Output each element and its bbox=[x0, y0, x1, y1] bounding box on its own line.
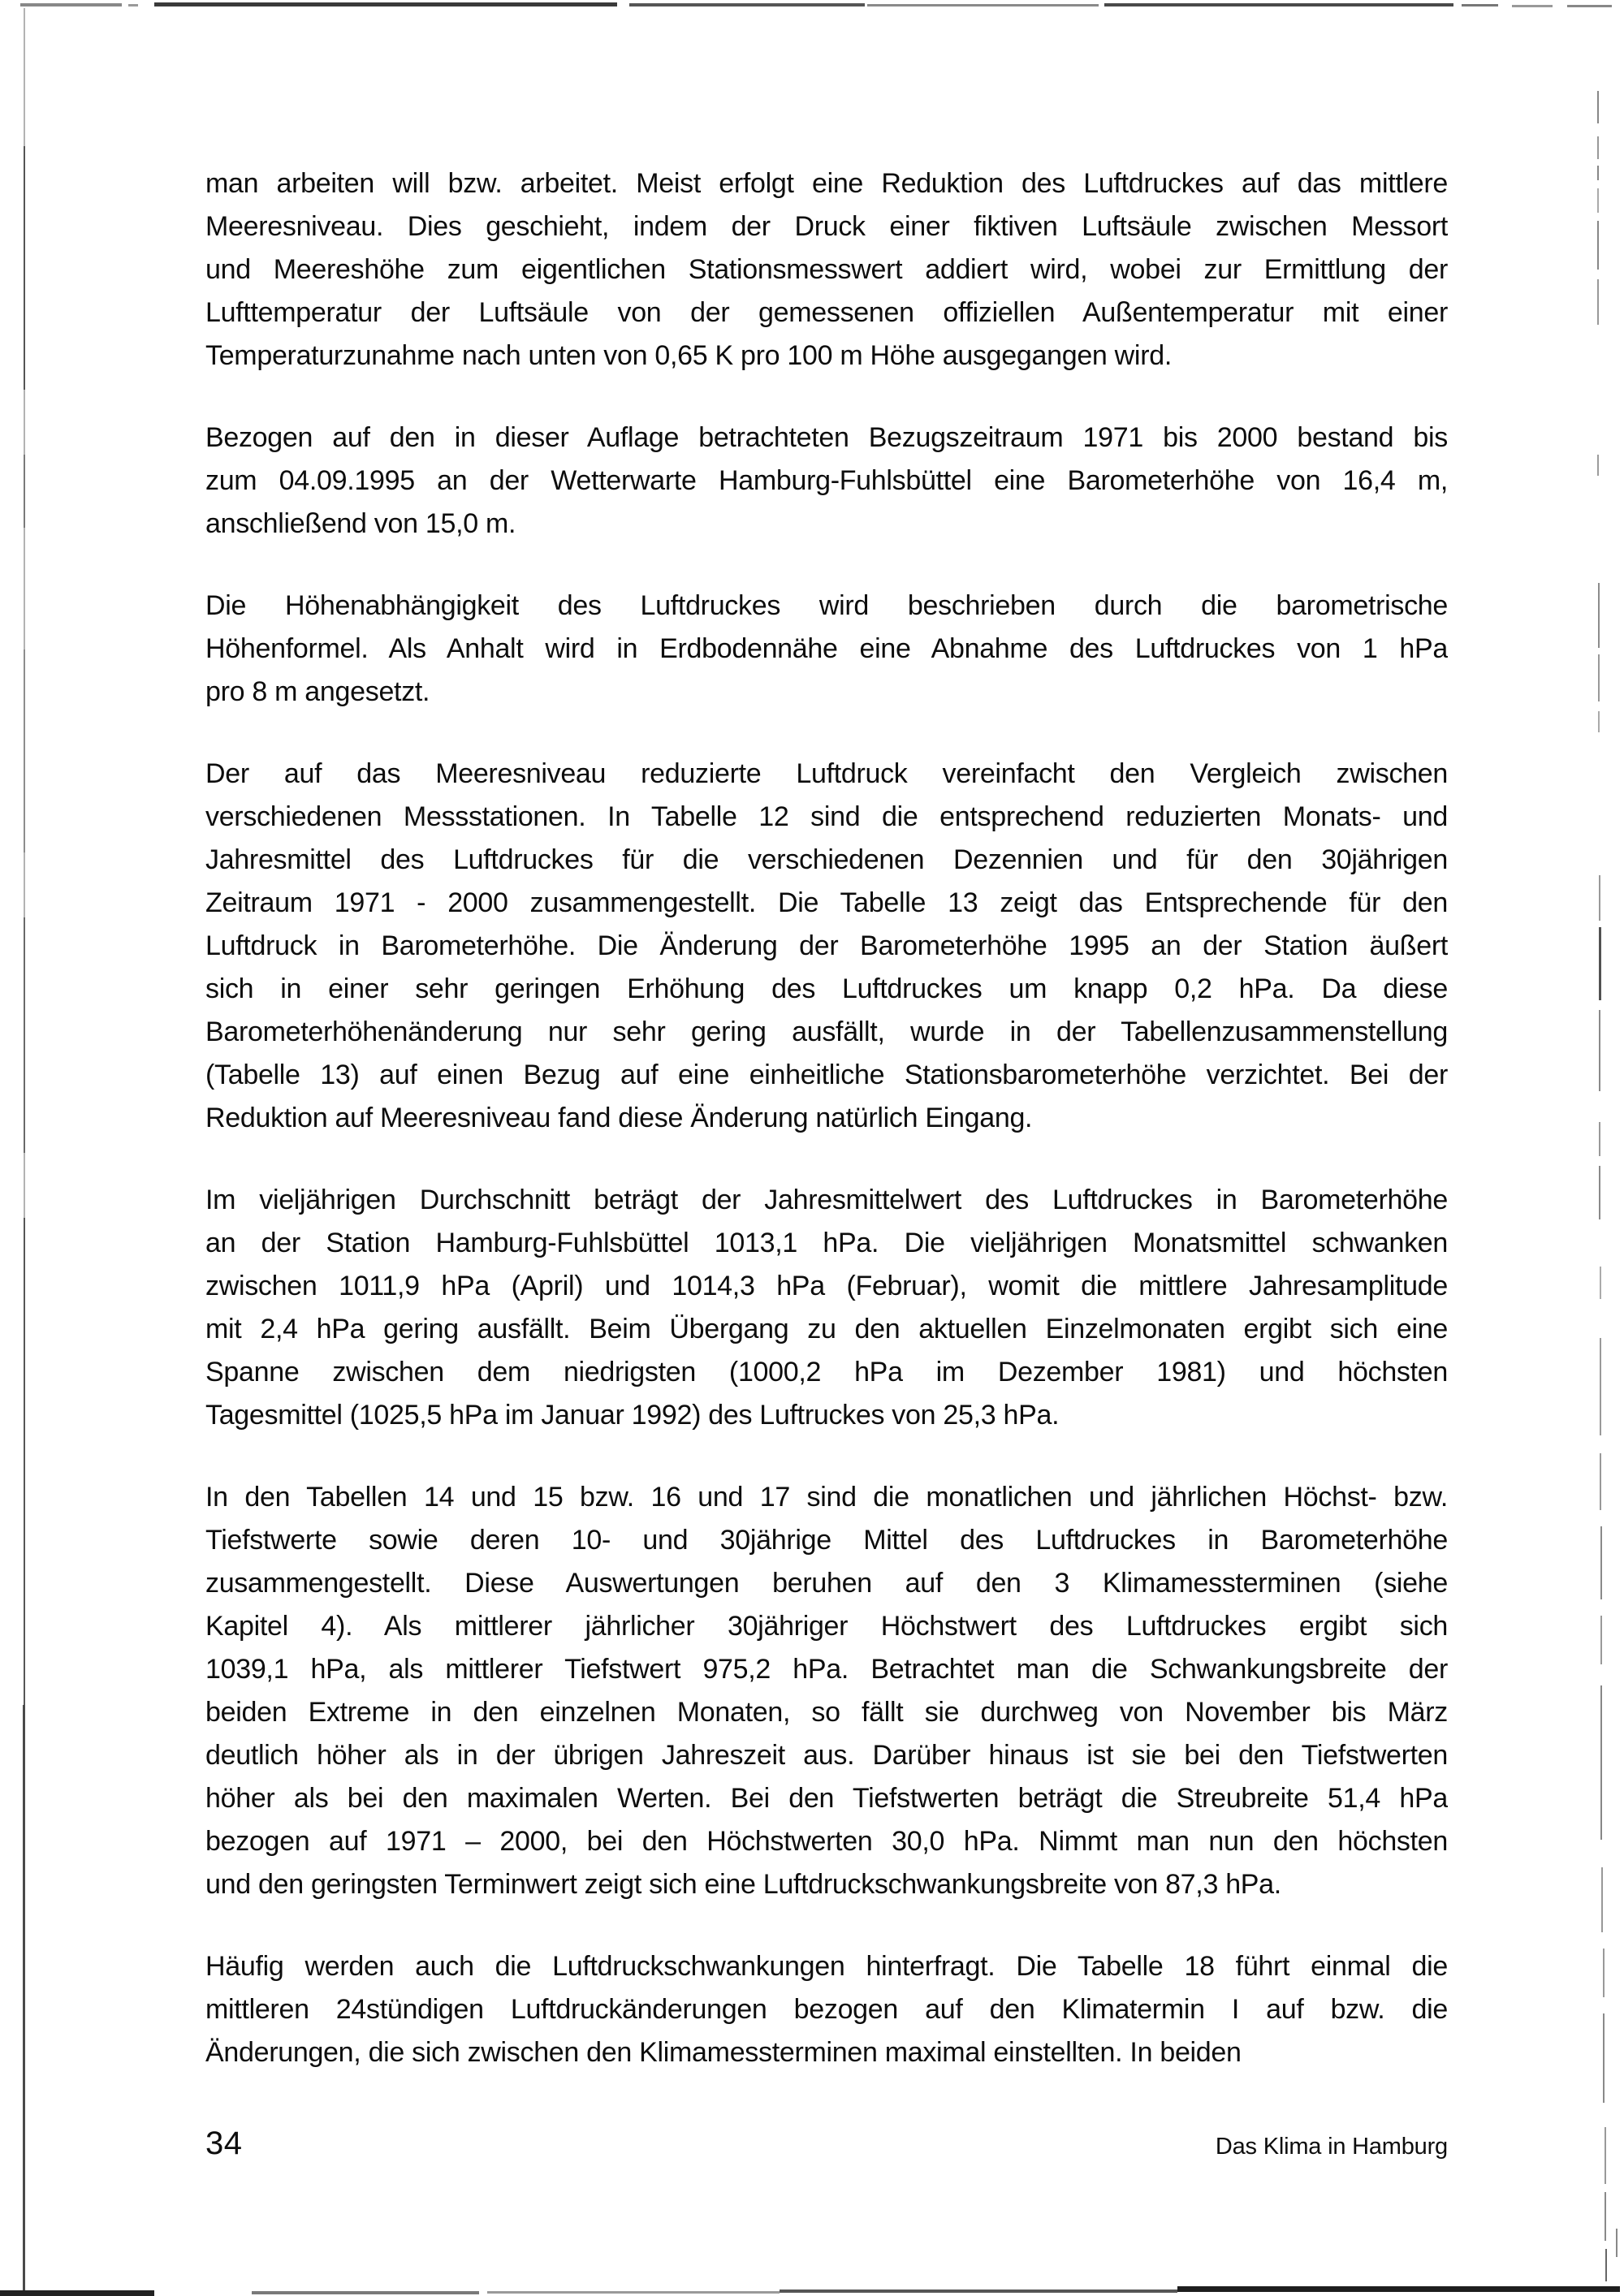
paragraph bbox=[205, 416, 1448, 546]
text-line: und Meereshöhe zum eigentlichen Stationsmesswert addiert wird, wobei zur Ermittlung der bbox=[205, 254, 1448, 285]
text-line: mittleren 24stündigen Luftdruckänderungen bezogen auf den Klimatermin I auf bzw. die bbox=[205, 1994, 1448, 2025]
text-line: höher als bei den maximalen Werten. Bei den Tiefstwerten beträgt die Streubreite 51,4 hPa bbox=[205, 1783, 1448, 1814]
text-line: verschiedenen Messstationen. In Tabelle 12 sind die entsprechend reduzierten Monats- und bbox=[205, 801, 1448, 832]
text-line: Lufttemperatur der Luftsäule von der gemessenen offiziellen Außentemperatur mit einer bbox=[205, 297, 1448, 328]
paragraph bbox=[205, 1945, 1448, 2074]
text-line: Zeitraum 1971 - 2000 zusammengestellt. Die Tabelle 13 zeigt das Entsprechende für den bbox=[205, 887, 1448, 918]
text-line: zwischen 1011,9 hPa (April) und 1014,3 hPa (Februar), womit die mittlere Jahresamplitude bbox=[205, 1271, 1448, 1301]
text-line: Der auf das Meeresniveau reduzierte Luftdruck vereinfacht den Vergleich zwischen bbox=[205, 758, 1448, 789]
text-line: Höhenformel. Als Anhalt wird in Erdbodennähe eine Abnahme des Luftdruckes von 1 hPa bbox=[205, 633, 1448, 664]
paragraph bbox=[205, 585, 1448, 714]
text-line: Bezogen auf den in dieser Auflage betrachteten Bezugszeitraum 1971 bis 2000 bestand bis bbox=[205, 422, 1448, 453]
text-line: Kapitel 4). Als mittlerer jährlicher 30jähriger Höchstwert des Luftdruckes ergibt sich bbox=[205, 1611, 1448, 1642]
text-line: zusammengestellt. Diese Auswertungen beruhen auf den 3 Klimamessterminen (siehe bbox=[205, 1568, 1448, 1599]
page-number: 34 bbox=[205, 2126, 243, 2161]
text-line: Spanne zwischen dem niedrigsten (1000,2 hPa im Dezember 1981) und höchsten bbox=[205, 1357, 1448, 1388]
text-line: sich in einer sehr geringen Erhöhung des Luftdruckes um knapp 0,2 hPa. Da diese bbox=[205, 973, 1448, 1004]
text-line: bezogen auf 1971 – 2000, bei den Höchstwerten 30,0 hPa. Nimmt man nun den höchsten bbox=[205, 1826, 1448, 1857]
text-line: anschließend von 15,0 m. bbox=[205, 508, 516, 539]
paragraph bbox=[205, 1179, 1448, 1437]
text-line: und den geringsten Terminwert zeigt sich eine Luftdruckschwankungsbreite von 87,3 hPa. bbox=[205, 1869, 1281, 1900]
paragraph bbox=[205, 162, 1448, 378]
text-line: Die Höhenabhängigkeit des Luftdruckes wird beschrieben durch die barometrische bbox=[205, 590, 1448, 621]
text-line: Reduktion auf Meeresniveau fand diese Änderung natürlich Eingang. bbox=[205, 1103, 1033, 1133]
text-line: In den Tabellen 14 und 15 bzw. 16 und 17 sind die monatlichen und jährlichen Höchst- bzw. bbox=[205, 1482, 1448, 1513]
text-line: Änderungen, die sich zwischen den Klimamessterminen maximal einstellten. In beiden bbox=[205, 2037, 1242, 2068]
text-line: man arbeiten will bzw. arbeitet. Meist erfolgt eine Reduktion des Luftdruckes auf das mittlere bbox=[205, 168, 1448, 199]
text-line: Tagesmittel (1025,5 hPa im Januar 1992) des Luftruckes von 25,3 hPa. bbox=[205, 1400, 1060, 1431]
text-line: an der Station Hamburg-Fuhlsbüttel 1013,1 hPa. Die vieljährigen Monatsmittel schwanken bbox=[205, 1228, 1448, 1258]
paragraph bbox=[205, 1476, 1448, 1906]
text-line: deutlich höher als in der übrigen Jahreszeit aus. Darüber hinaus ist sie bei den Tiefstwerten bbox=[205, 1740, 1448, 1771]
text-line: Tiefstwerte sowie deren 10- und 30jährige Mittel des Luftdruckes in Barometerhöhe bbox=[205, 1525, 1448, 1556]
text-line: (Tabelle 13) auf einen Bezug auf eine einheitliche Stationsbarometerhöhe verzichtet. Bei der bbox=[205, 1060, 1448, 1090]
text-line: beiden Extreme in den einzelnen Monaten, so fällt sie durchweg von November bis März bbox=[205, 1697, 1448, 1728]
text-line: pro 8 m angesetzt. bbox=[205, 676, 430, 707]
text-line: Barometerhöhenänderung nur sehr gering ausfällt, wurde in der Tabellenzusammenstellung bbox=[205, 1016, 1448, 1047]
text-line: 1039,1 hPa, als mittlerer Tiefstwert 975,2 hPa. Betrachtet man die Schwankungsbreite der bbox=[205, 1654, 1448, 1685]
text-line: Luftdruck in Barometerhöhe. Die Änderung der Barometerhöhe 1995 an der Station äußert bbox=[205, 930, 1448, 961]
text-line: Häufig werden auch die Luftdruckschwankungen hinterfragt. Die Tabelle 18 führt einmal die bbox=[205, 1951, 1448, 1982]
text-line: Temperaturzunahme nach unten von 0,65 K pro 100 m Höhe ausgegangen wird. bbox=[205, 340, 1172, 371]
paragraph bbox=[205, 753, 1448, 1140]
running-title: Das Klima in Hamburg bbox=[1215, 2134, 1448, 2160]
text-line: Meeresniveau. Dies geschieht, indem der Druck einer fiktiven Luftsäule zwischen Messort bbox=[205, 211, 1448, 242]
text-line: Jahresmittel des Luftdruckes für die verschiedenen Dezennien und für den 30jährigen bbox=[205, 844, 1448, 875]
text-line: mit 2,4 hPa gering ausfällt. Beim Übergang zu den aktuellen Einzelmonaten ergibt sich eine bbox=[205, 1314, 1448, 1344]
page-footer bbox=[205, 2126, 1448, 2164]
body-text bbox=[205, 162, 1448, 2113]
text-line: Im vieljährigen Durchschnitt beträgt der Jahresmittelwert des Luftdruckes in Barometerhöhe bbox=[205, 1185, 1448, 1215]
text-line: zum 04.09.1995 an der Wetterwarte Hamburg-Fuhlsbüttel eine Barometerhöhe von 16,4 m, bbox=[205, 465, 1448, 496]
